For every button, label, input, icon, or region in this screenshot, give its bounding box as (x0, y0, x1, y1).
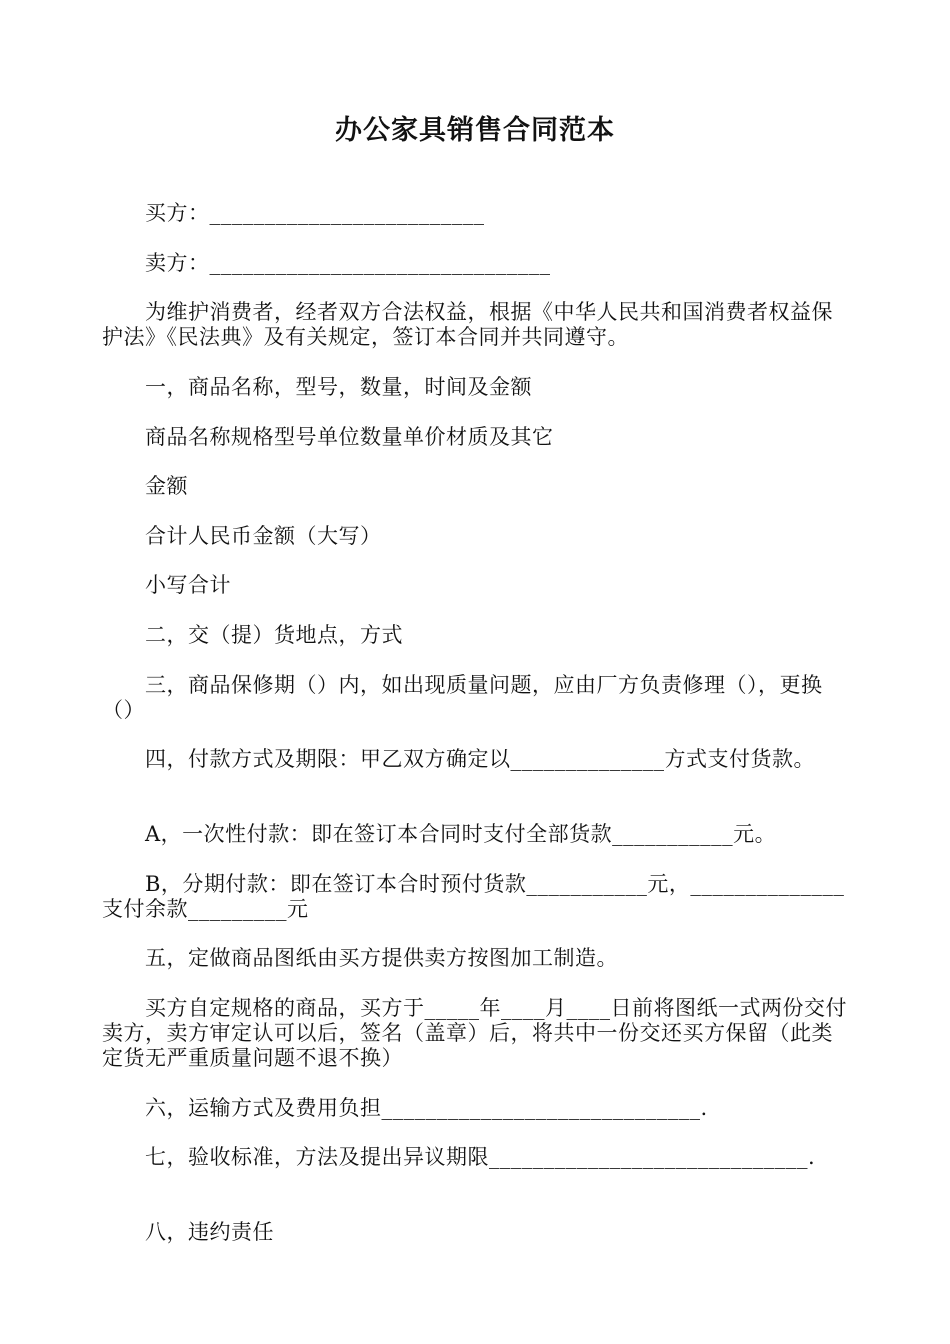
amount-line: 金额 (102, 474, 188, 498)
section-1-heading: 一，商品名称，型号，数量，时间及金额 (102, 375, 532, 399)
custom-spec-paragraph: 买方自定规格的商品，买方于_____年____月____日前将图纸一式两份交付卖方，卖方审定认可以后，签名（盖章）后，将共中一份交还买方保留（此类定货无严重质量问题不退不换） (102, 996, 847, 1070)
preamble-paragraph: 为维护消费者，经者双方合法权益，根据《中华人民共和国消费者权益保护法》《民法典》及有关规定，签订本合同并共同遵守。 (102, 300, 833, 349)
buyer-line: 买方：_________________________ (102, 201, 485, 225)
section-6-line: 六，运输方式及费用负担_____________________________. (102, 1096, 708, 1120)
total-uppercase-line: 合计人民币金额（大写） (102, 524, 382, 548)
document-title: 办公家具销售合同范本 (335, 115, 615, 146)
payment-option-a: A，一次性付款：即在签订本合同时支付全部货款___________元。 (102, 822, 777, 846)
goods-columns-line: 商品名称规格型号单位数量单价材质及其它 (102, 425, 554, 449)
section-7-line: 七，验收标准，方法及提出异议期限_____________________________. (102, 1145, 816, 1169)
section-8-heading: 八，违约责任 (102, 1220, 274, 1244)
section-4-paragraph: 四，付款方式及期限：甲乙双方确定以______________方式支付货款。 (102, 747, 815, 771)
section-3-paragraph: 三，商品保修期（）内，如出现质量问题，应由厂方负责修理（），更换（） (102, 673, 823, 722)
section-2-heading: 二，交（提）货地点，方式 (102, 623, 403, 647)
payment-option-b: B，分期付款：即在签订本合时预付货款___________元，______________支付余款_________元 (102, 872, 845, 921)
section-5-heading: 五，定做商品图纸由买方提供卖方按图加工制造。 (102, 946, 618, 970)
total-lowercase-line: 小写合计 (102, 573, 231, 597)
seller-line: 卖方：_______________________________ (102, 251, 551, 275)
